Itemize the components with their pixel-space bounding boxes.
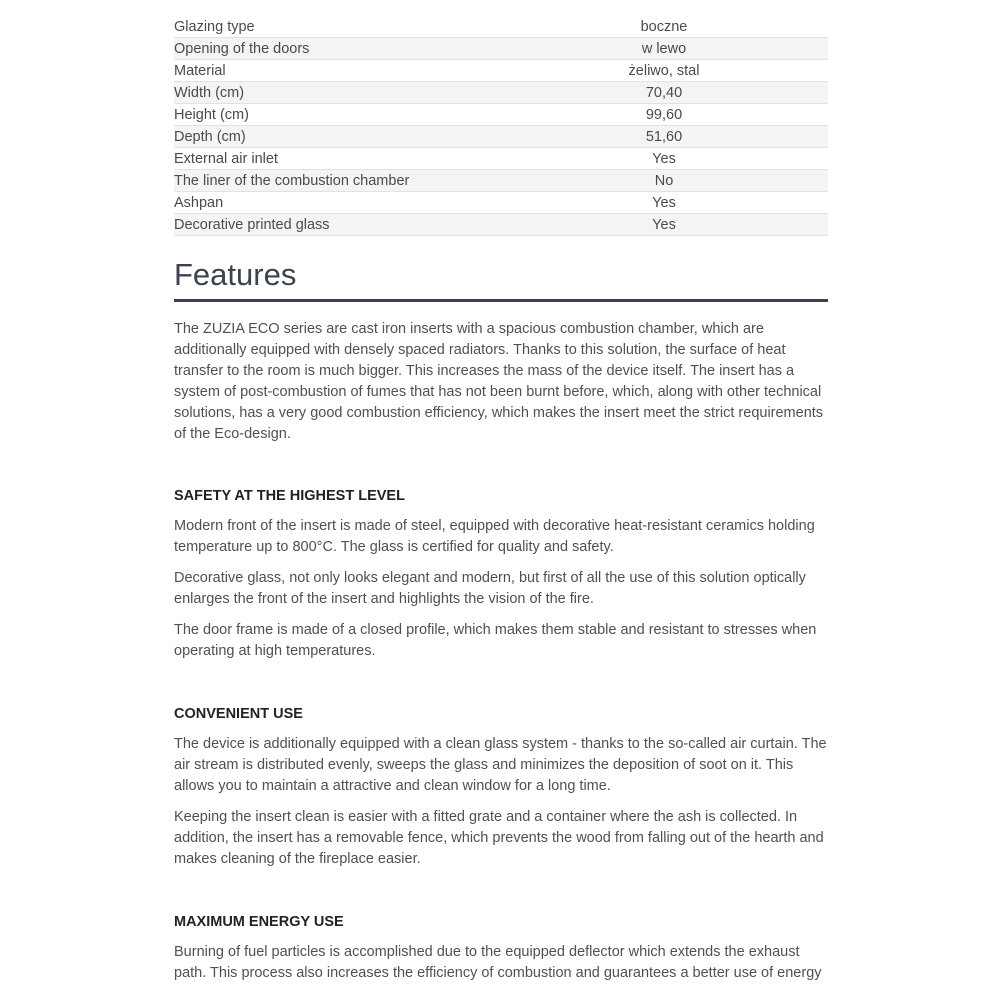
features-heading: Features bbox=[174, 255, 828, 302]
table-row bbox=[174, 192, 828, 214]
spec-value: No bbox=[500, 170, 828, 192]
product-details bbox=[174, 16, 828, 984]
spec-value: Yes bbox=[500, 214, 828, 236]
features-intro-paragraph: The ZUZIA ECO series are cast iron inserts with a spacious combustion chamber, which are additionally equipped with densely spaced radiators. Thanks to this solution, the surface of heat transfer to the room is much bigger. This increases the mass of the device itself. The insert has a system of post-combustion of fumes that has not been burnt before, which, along with other technical solutions, has a very good combustion efficiency, which makes the insert meet the strict requirements of the Eco-design. bbox=[174, 321, 824, 442]
safety-heading: SAFETY AT THE HIGHEST LEVEL bbox=[174, 488, 405, 504]
spec-value: 99,60 bbox=[500, 104, 828, 126]
spec-label: Height (cm) bbox=[174, 104, 500, 126]
spec-label: Opening of the doors bbox=[174, 38, 500, 60]
spec-value: żeliwo, stal bbox=[500, 60, 828, 82]
spec-label: Ashpan bbox=[174, 192, 500, 214]
spec-value: boczne bbox=[500, 16, 828, 38]
energy-use-paragraph: Burning of fuel particles is accomplished due to the equipped deflector which extends the exhaust path. This process also increases the efficiency of combustion and guarantees a better use of energy bbox=[174, 944, 822, 981]
safety-paragraph: The door frame is made of a closed profile, which makes them stable and resistant to stresses when operating at high temperatures. bbox=[174, 622, 817, 659]
convenient-use-heading: CONVENIENT USE bbox=[174, 706, 303, 722]
spec-label: Glazing type bbox=[174, 16, 500, 38]
table-row bbox=[174, 104, 828, 126]
spec-label: Width (cm) bbox=[174, 82, 500, 104]
spec-value: Yes bbox=[500, 148, 828, 170]
spec-label: Depth (cm) bbox=[174, 126, 500, 148]
spec-value: Yes bbox=[500, 192, 828, 214]
spec-label: Decorative printed glass bbox=[174, 214, 500, 236]
table-row bbox=[174, 38, 828, 60]
spec-value: w lewo bbox=[500, 38, 828, 60]
table-row bbox=[174, 60, 828, 82]
spec-value: 70,40 bbox=[500, 82, 828, 104]
spec-label: Material bbox=[174, 60, 500, 82]
table-row bbox=[174, 126, 828, 148]
safety-paragraph: Modern front of the insert is made of steel, equipped with decorative heat-resistant ceramics holding temperature up to 800°C. The glass is certified for quality and safety. bbox=[174, 518, 815, 555]
table-row bbox=[174, 16, 828, 38]
table-row bbox=[174, 170, 828, 192]
safety-paragraph: Decorative glass, not only looks elegant and modern, but first of all the use of this solution optically enlarges the front of the insert and highlights the vision of the fire. bbox=[174, 570, 806, 607]
energy-use-heading: MAXIMUM ENERGY USE bbox=[174, 914, 344, 930]
table-row bbox=[174, 82, 828, 104]
table-row bbox=[174, 148, 828, 170]
spec-value: 51,60 bbox=[500, 126, 828, 148]
spec-label: External air inlet bbox=[174, 148, 500, 170]
convenient-use-paragraph: Keeping the insert clean is easier with a fitted grate and a container where the ash is collected. In addition, the insert has a removable fence, which prevents the wood from falling out of the hearth and makes cleaning of the fireplace easier. bbox=[174, 809, 824, 867]
convenient-use-paragraph: The device is additionally equipped with a clean glass system - thanks to the so-called air curtain. The air stream is distributed evenly, sweeps the glass and minimizes the deposition of soot on it. This allows you to maintain a attractive and clean window for a long time. bbox=[174, 736, 827, 794]
spec-label: The liner of the combustion chamber bbox=[174, 170, 500, 192]
table-row bbox=[174, 214, 828, 236]
specifications-table bbox=[174, 16, 828, 236]
